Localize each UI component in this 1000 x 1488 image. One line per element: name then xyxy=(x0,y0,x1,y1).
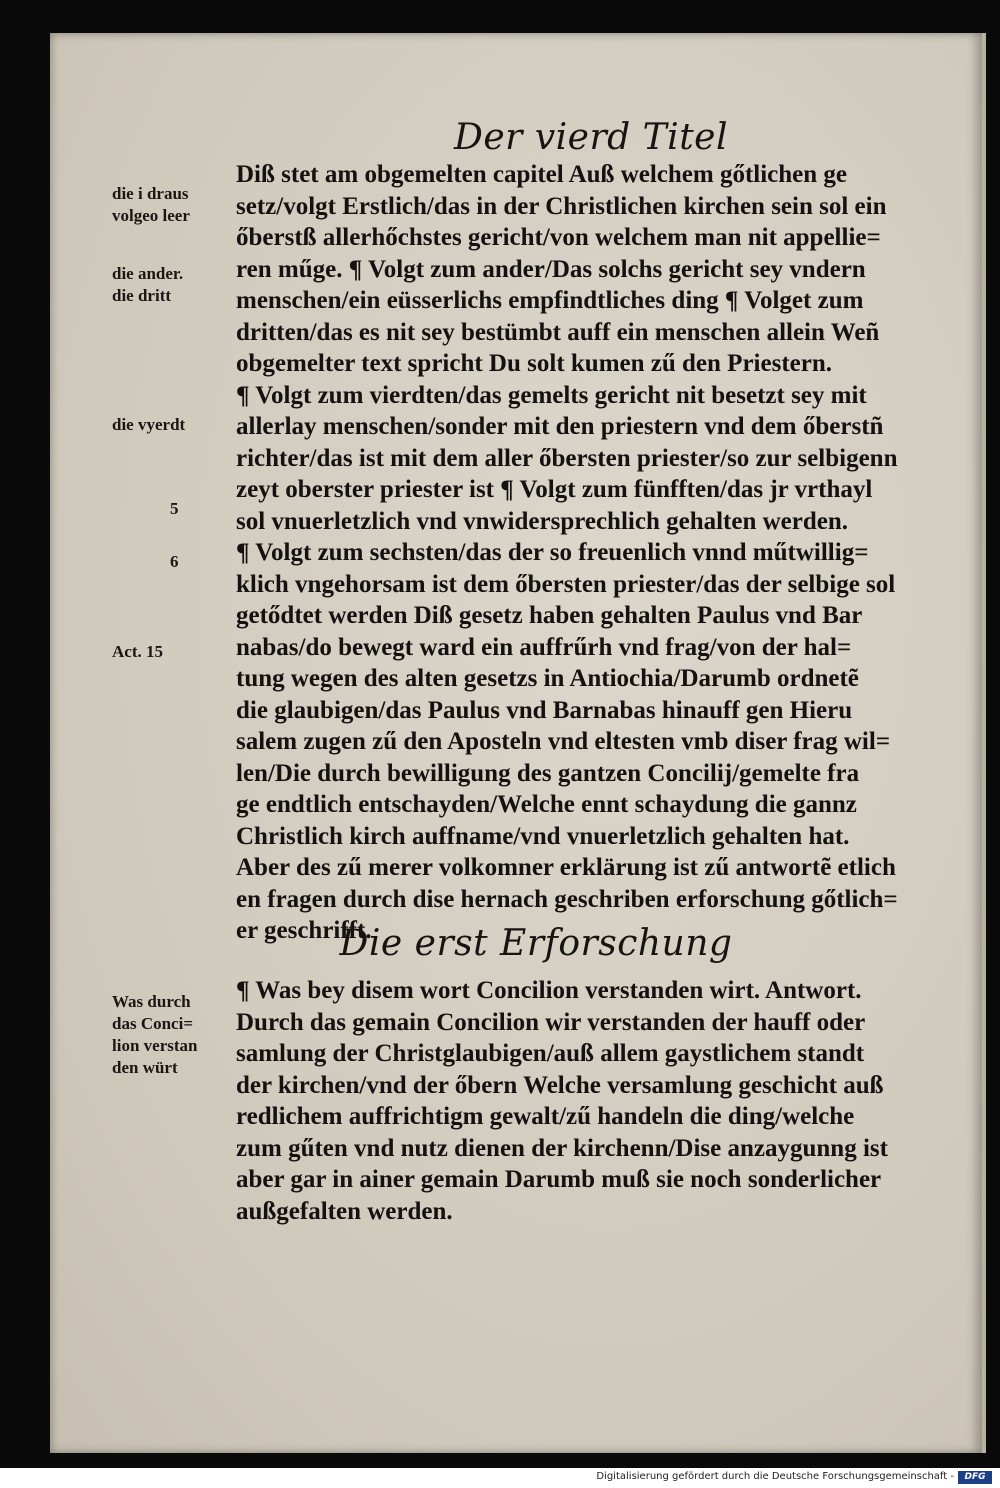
text-line: menschen/ein eüsserlichs empfindtliches ding ¶ Volget zum xyxy=(236,287,864,314)
text-line: dritten/das es nit sey bestümbt auff ein menschen allein Weñ xyxy=(236,318,880,346)
margin-line: 6 xyxy=(170,552,179,571)
text-line: setz/volgt Erstlich/das in der Christlichen kirchen sein sol ein xyxy=(236,192,887,220)
book-page xyxy=(50,33,986,1453)
text-line: aber gar in ainer gemain Darumb muß sie noch sonderlicher xyxy=(236,1166,882,1193)
margin-note-fourth xyxy=(112,414,212,436)
text-line: Diß stet am obgemelten capitel Auß welchem gőtlichen ge xyxy=(236,161,848,188)
text-line: zeyt oberster priester ist ¶ Volgt zum fünfften/das jr vrthayl xyxy=(236,476,873,503)
text-line: außgefalten werden. xyxy=(236,1197,453,1225)
text-line: ¶ Volgt zum vierdten/das gemelts gericht nit besetzt sey mit xyxy=(236,381,867,409)
margin-line: die vyerdt xyxy=(112,415,186,434)
margin-note-sixth xyxy=(170,551,270,573)
funding-credit: Digitalisierung gefördert durch die Deutsche Forschungsgemeinschaft - xyxy=(596,1471,954,1482)
text-line: Christlich kirch auffname/vnd vnuerletzlich gehalten hat. xyxy=(236,822,850,850)
margin-line: lion verstan xyxy=(112,1036,198,1055)
margin-line: die i draus xyxy=(112,184,189,203)
text-line: ¶ Was bey disem wort Concilion verstanden wirt. Antwort. xyxy=(236,977,862,1004)
main-text-block-1 xyxy=(236,159,956,947)
margin-line: 5 xyxy=(170,499,179,518)
text-line: ge endtlich entschayden/Welche ennt schaydung die gannz xyxy=(236,791,857,818)
margin-note-acts-reference xyxy=(112,641,212,663)
section-heading: Die erst Erforschung xyxy=(339,923,733,964)
dfg-logo-icon: DFG xyxy=(958,1471,992,1484)
text-line: tung wegen des alten gesetzs in Antiochia/Darumb ordnetẽ xyxy=(236,665,859,692)
text-line: sol vnuerletzlich vnd vnwidersprechlich gehalten werden. xyxy=(236,507,849,535)
margin-line: das Conci= xyxy=(112,1014,194,1033)
margin-line: den würt xyxy=(112,1058,178,1077)
text-line: redlichem auffrichtigm gewalt/zű handeln die ding/welche xyxy=(236,1103,855,1130)
text-line: samlung der Christglaubigen/auß allem gaystlichem standt xyxy=(236,1040,865,1067)
text-line: Durch das gemain Concilion wir verstanden der hauff oder xyxy=(236,1008,866,1036)
chapter-heading: Der vierd Titel xyxy=(454,117,728,158)
text-line: er geschrifft. xyxy=(236,917,372,944)
text-line: der kirchen/vnd der őbern Welche versamlung geschicht auß xyxy=(236,1071,884,1099)
text-line: len/Die durch bewilligung des gantzen Concilij/gemelte fra xyxy=(236,759,860,787)
margin-line: Act. 15 xyxy=(112,642,163,661)
margin-line: volgeo leer xyxy=(112,206,190,225)
text-line: ¶ Volgt zum sechsten/das der so freuenlich vnnd műtwillig= xyxy=(236,539,869,566)
text-line: richter/das ist mit dem aller őbersten priester/so zur selbigenn xyxy=(236,444,898,472)
margin-note-second-third xyxy=(112,263,212,307)
margin-line: Was durch xyxy=(112,992,191,1011)
text-line: Aber des zű merer volkomner erklärung ist zű antwortẽ etlich xyxy=(236,854,896,881)
text-line: obgemelter text spricht Du solt kumen zű den Priestern. xyxy=(236,350,832,377)
text-line: salem zugen zű den Aposteln vnd eltesten vmb diser frag wil= xyxy=(236,728,891,755)
text-line: die glaubigen/das Paulus vnd Barnabas hinauff gen Hieru xyxy=(236,696,853,724)
footer-bar xyxy=(0,1468,1000,1488)
text-line: nabas/do bewegt ward ein auffrűrh vnd frag/von der hal= xyxy=(236,633,852,661)
margin-line: die ander. xyxy=(112,264,184,283)
text-line: ren műge. ¶ Volgt zum ander/Das solchs gericht sey vndern xyxy=(236,255,866,283)
main-text-block-2 xyxy=(236,975,956,1227)
text-line: allerlay menschen/sonder mit den priestern vnd dem őberstñ xyxy=(236,413,884,440)
text-line: en fragen durch dise hernach geschriben erforschung gőtlich= xyxy=(236,885,898,913)
text-line: getődtet werden Diß gesetz haben gehalten Paulus vnd Bar xyxy=(236,602,863,629)
margin-note-fifth xyxy=(170,498,270,520)
margin-line: die dritt xyxy=(112,286,172,305)
margin-note-concilion xyxy=(112,991,212,1079)
text-line: őberstß allerhőchstes gericht/von welchem man nit appellie= xyxy=(236,224,881,251)
margin-note-first xyxy=(112,183,212,227)
text-line: klich vngehorsam ist dem őbersten priester/das der selbige sol xyxy=(236,570,896,598)
text-line: zum gűten vnd nutz dienen der kirchenn/Dise anzaygunng ist xyxy=(236,1134,888,1162)
